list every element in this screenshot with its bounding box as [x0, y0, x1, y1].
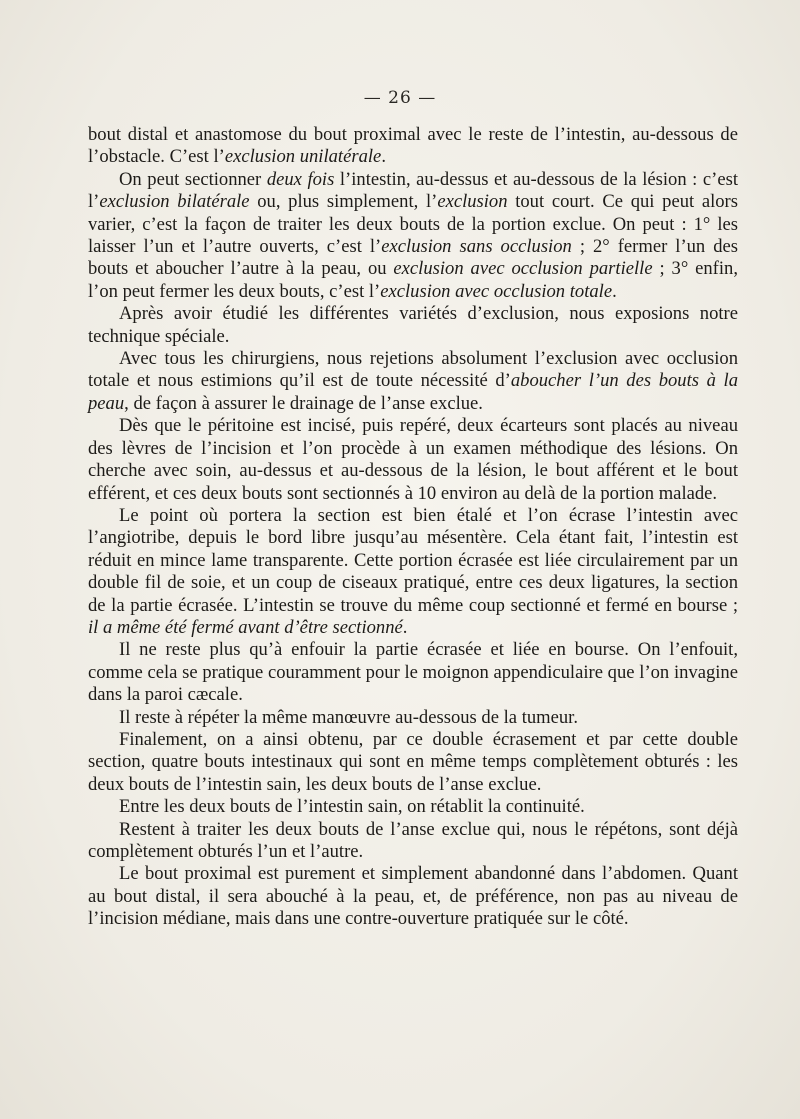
- paragraph-5: Dès que le péritoine est incisé, puis repéré, deux écarteurs sont placés au niveau des lèvres de l’incision et l’on procède à un examen méthodique des lésions. On cherche avec soin, au-dessus et au-dessous de la lésion, le bout afférent et le bout efférent, et ces deux bouts sont sectionnés à 10 environ au delà de la portion malade.: [88, 415, 738, 504]
- italic-term: exclusion avec occlusion totale: [380, 280, 613, 302]
- paragraph-9: Finalement, on a ainsi obtenu, par ce double écrasement et par cette double section, quatre bouts intestinaux qui sont en même temps complètement obturés : les deux bouts de l’intestin sain, les deux bouts de l’anse exclue.: [88, 728, 738, 795]
- text-run: ; 3° enfin, l’on peut fermer les deux bouts, c’est l’: [88, 258, 738, 302]
- paragraph-10: Entre les deux bouts de l’intestin sain, on rétablit la continuité.: [119, 796, 585, 818]
- text-run: Avec tous les chirurgiens, nous rejetions absolument l’exclusion avec occlusion totale et nous estimions qu’il est de toute nécessité d’: [88, 348, 738, 392]
- italic-term: exclusion avec occlusion partielle: [393, 258, 653, 280]
- text-run: .: [381, 146, 386, 168]
- italic-term: exclusion: [437, 191, 508, 213]
- text-run: l’intestin, au-dessus et au-dessous de la lésion : c’est l’: [88, 168, 738, 213]
- italic-term: exclusion unilatérale: [224, 146, 382, 168]
- text-run: .: [402, 616, 408, 638]
- paragraph-12: Le bout proximal est purement et simplement abandonné dans l’abdomen. Quant au bout distal, il sera abouché à la peau, et, de préférence, non pas au niveau de l’incision médiane, mais dans une contre-ouverture pratiquée sur le côté.: [88, 863, 738, 930]
- paragraph-11: Restent à traiter les deux bouts de l’anse exclue qui, nous le répétons, sont déjà complètement obturés l’un et l’autre.: [88, 818, 738, 862]
- page-number: — 26 —: [363, 88, 437, 108]
- paragraph-8: Il reste à répéter la même manœuvre au-dessous de la tumeur.: [119, 706, 578, 728]
- text-run: Le point où portera la section est bien étalé et l’on écrase l’intestin avec l’angiotribe, depuis le bord libre jusqu’au mésentère. Cela étant fait, l’intestin est réduit en mince lame transparente. Cette portion écrasée est liée circulairement par un double fil de soie, et un coup de ciseaux pratiqué, entre ces deux ligatures, la section de la partie écrasée. L’intestin se trouve du même coup sectionné et fermé en bourse ;: [88, 504, 738, 616]
- paragraph-6: [88, 505, 738, 639]
- text-run: On peut sectionner: [119, 168, 267, 190]
- paragraph-2: [88, 169, 738, 303]
- text-run: ; 2° fermer l’un des bouts et aboucher l’autre à la peau, ou: [88, 236, 739, 280]
- text-run: , de façon à assurer le drainage de l’anse exclue.: [124, 392, 483, 414]
- text-run: ou, plus simplement, l’: [249, 191, 438, 213]
- body-text: [88, 124, 738, 931]
- text-run: bout distal et anastomose du bout proximal avec le reste de l’intestin, au-dessous de l’obstacle. C’est l’: [88, 124, 738, 168]
- italic-term: il a même été fermé avant d’être sectionné: [88, 616, 403, 638]
- paragraph-4: [88, 348, 738, 415]
- paragraph-7: Il ne reste plus qu’à enfouir la partie écrasée et liée en bourse. On l’enfouit, comme cela se pratique couramment pour le moignon appendiculaire que l’on invagine dans la paroi cæcale.: [88, 639, 738, 706]
- paragraph-1: [88, 124, 738, 169]
- italic-term: aboucher l’un des bouts à la peau: [88, 370, 738, 414]
- paragraph-3: Après avoir étudié les différentes variétés d’exclusion, nous exposions notre technique spéciale.: [88, 303, 738, 347]
- italic-term: deux fois: [266, 168, 335, 190]
- italic-term: exclusion sans occlusion: [381, 236, 572, 258]
- text-run: .: [612, 280, 617, 302]
- text-run: tout court. Ce qui peut alors varier, c’est la façon de traiter les deux bouts de la portion exclue. On peut : 1° les laisser l’un et l’autre ouverts, c’est l’: [88, 191, 738, 258]
- italic-term: exclusion bilatérale: [99, 191, 250, 213]
